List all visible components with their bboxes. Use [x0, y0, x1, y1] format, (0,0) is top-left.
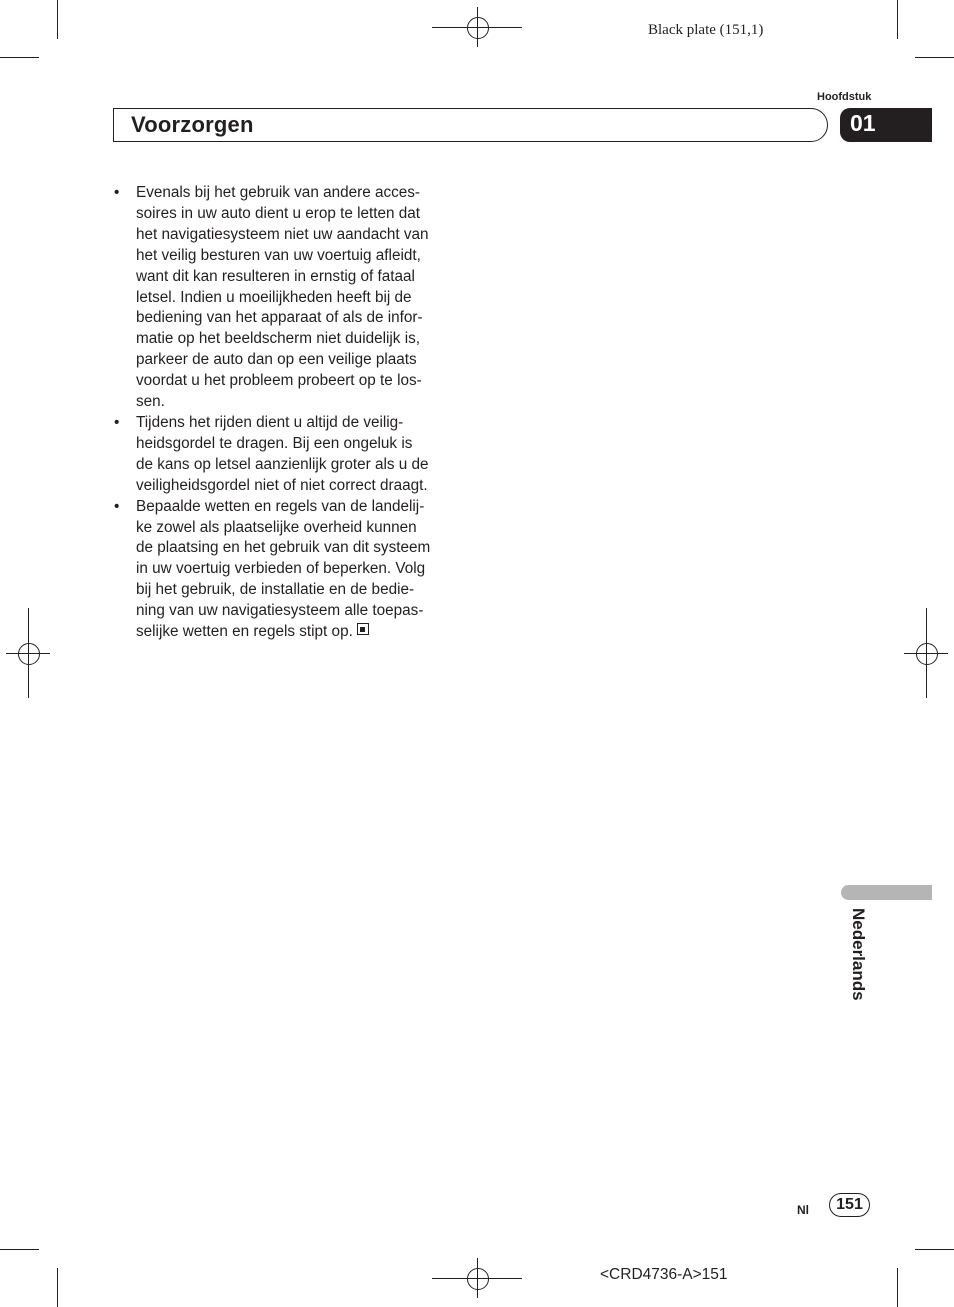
language-label: Nederlands [849, 908, 868, 1001]
registration-crosshair-icon [432, 7, 522, 47]
crop-mark [897, 1268, 898, 1307]
text-line: heidsgordel te dragen. Bij een ongeluk is [136, 434, 413, 452]
text-line: ning van uw navigatiesysteem alle toepas- [136, 602, 424, 620]
text-line: parkeer de auto dan op een veilige plaats [136, 351, 417, 369]
crop-mark [915, 1249, 954, 1250]
text-line: het veilig besturen van uw voertuig afleidt, [136, 246, 421, 264]
chapter-number-badge [840, 108, 932, 142]
text-line: Bepaalde wetten en regels van de landelij- [136, 497, 425, 515]
text-line: letsel. Indien u moeilijkheden heeft bij de [136, 288, 412, 306]
bullet-symbol: • [114, 413, 120, 431]
text-line: Tijdens het rijden dient u altijd de veilig- [136, 413, 404, 431]
chapter-label: Hoofdstuk [817, 91, 872, 103]
plate-label: Black plate (151,1) [648, 22, 764, 38]
text-line: in uw voertuig verbieden of beperken. Volg [136, 560, 426, 578]
text-line: matie op het beeldscherm niet duidelijk is, [136, 330, 420, 348]
text-line [136, 622, 459, 643]
list-item [114, 413, 459, 497]
list-item [114, 183, 459, 413]
text-line: de kans op letsel aanzienlijk groter als u de [136, 455, 429, 473]
text-line: voordat u het probleem probeert op te los- [136, 372, 422, 390]
end-of-section-square-icon [357, 623, 369, 635]
crop-mark [57, 0, 58, 39]
text-line: Evenals bij het gebruik van andere acces- [136, 184, 421, 201]
registration-crosshair-icon [904, 608, 948, 698]
text-line: het navigatiesysteem niet uw aandacht van [136, 225, 429, 243]
text-line: veiligheidsgordel niet of niet correct draagt. [136, 476, 428, 494]
language-code: Nl [797, 1203, 809, 1217]
list-item [114, 497, 459, 643]
text-line: sen. [136, 393, 165, 411]
bullet-symbol: • [114, 184, 120, 201]
crop-mark [0, 57, 39, 58]
bullet-symbol: • [114, 497, 120, 515]
page-number: 151 [829, 1193, 870, 1217]
text-line: soires in uw auto dient u erop te letten dat [136, 204, 421, 222]
section-title-bar [113, 108, 828, 142]
chapter-number: 01 [850, 110, 876, 136]
crop-mark [897, 0, 898, 39]
text-line: de plaatsing en het gebruik van dit systeem [136, 539, 431, 557]
crop-mark [57, 1268, 58, 1307]
crop-mark [0, 1249, 39, 1250]
language-tab [841, 885, 932, 900]
text-line: ke zowel als plaatselijke overheid kunnen [136, 518, 417, 536]
page-title: Voorzorgen [131, 112, 254, 137]
text-line-content: selijke wetten en regels stipt op. [136, 623, 353, 641]
registration-crosshair-icon [6, 608, 50, 698]
text-line: want dit kan resulteren in ernstig of fataal [136, 267, 415, 285]
crop-mark [915, 57, 954, 58]
text-line: bij het gebruik, de installatie en de bedie- [136, 581, 415, 599]
registration-crosshair-icon [432, 1258, 522, 1298]
body-text [114, 183, 459, 643]
bullet-list [114, 183, 459, 643]
document-code: <CRD4736-A>151 [600, 1266, 728, 1283]
text-line: bediening van het apparaat of als de infor- [136, 309, 423, 327]
